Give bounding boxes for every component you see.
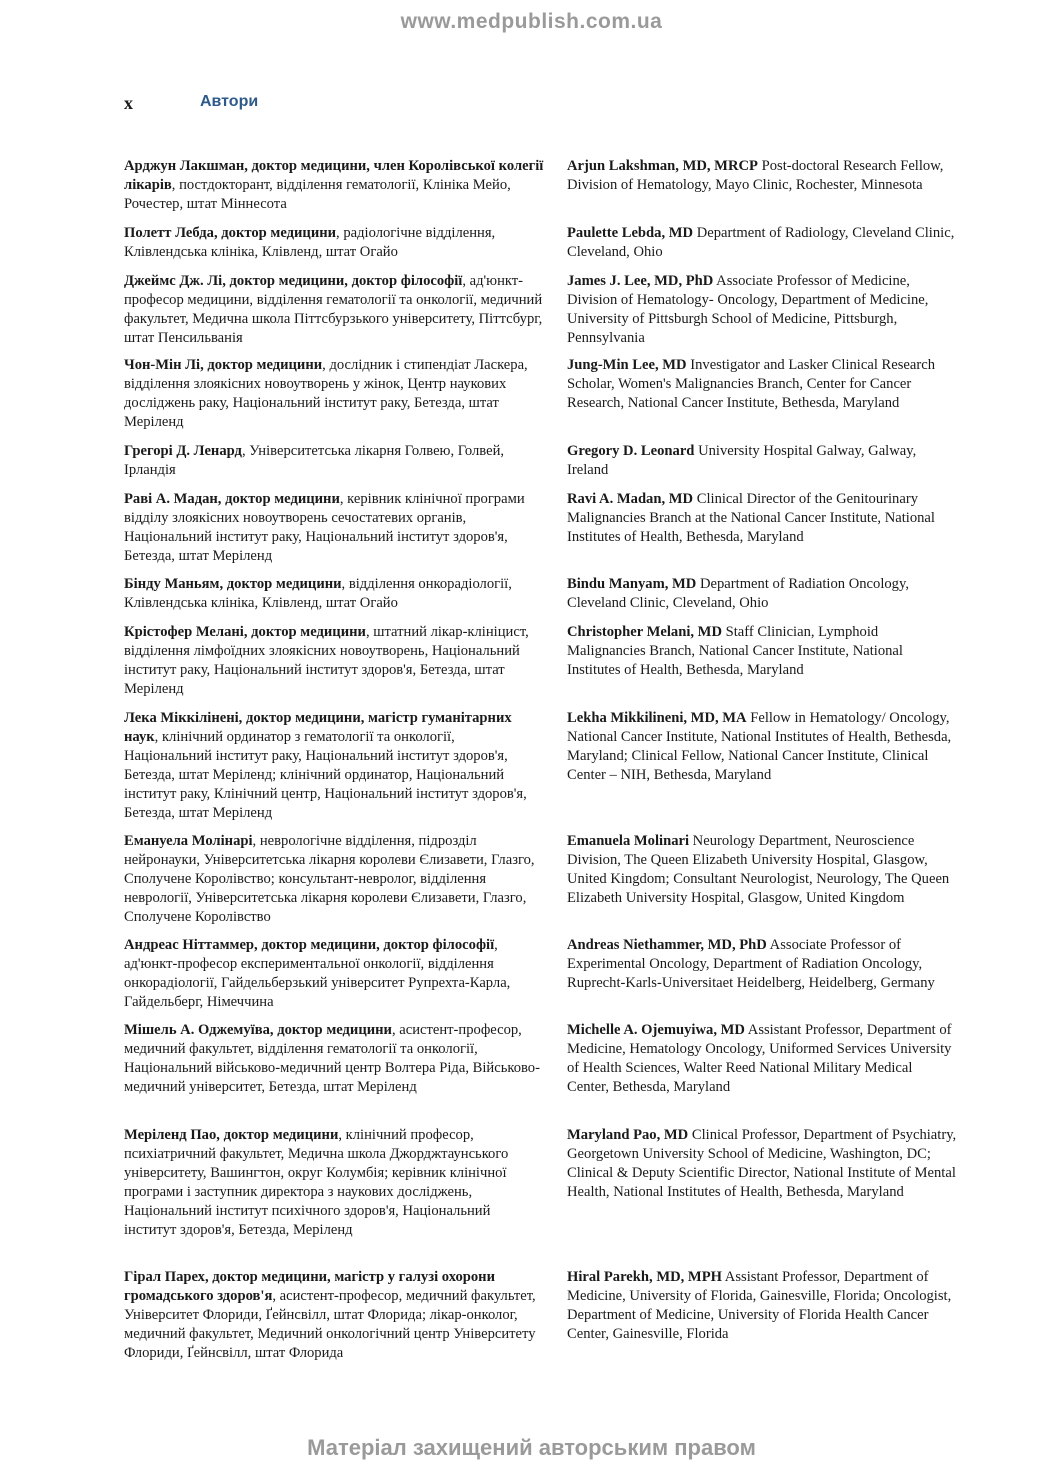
author-affiliation: Associate Professor of Experimental Oncology, Department of Radiation Oncology, Ruprecht-Karls-Universitaet Heidelberg, Heidelberg, Germany: [567, 937, 935, 991]
author-name: Мішель А. Оджемуїва, доктор медицини: [124, 1022, 392, 1038]
site-url: www.medpublish.com.ua: [400, 10, 663, 33]
author-entry-uk: [124, 157, 544, 214]
author-name: Paulette Lebda, MD: [567, 225, 694, 241]
author-affiliation: University Hospital Galway, Galway, Ireland: [567, 443, 917, 478]
author-affiliation: , асистент-професор, медичний факультет, відділення гематології та онкології, Національний військово-медичний центр Волтера Ріда, Військово-медичний університет, Бетезда, штат Меріленд: [124, 1022, 540, 1095]
author-name: Lekha Mikkilineni, MD, MA: [567, 710, 747, 726]
author-name: Андреас Ніттаммер, доктор медицини, доктор філософії: [124, 937, 495, 953]
author-entry-en: [567, 1268, 957, 1344]
author-affiliation: , асистент-професор, медичний факультет, Університет Флориди, Ґейнсвілл, штат Флорида; лікар-онколог, медичний факультет, Медичний онкологічний центр Університету Флориди, Ґейнсвілл, штат Флорида: [124, 1287, 536, 1361]
author-entry-uk: [124, 1021, 544, 1097]
author-name: Arjun Lakshman, MD, MRCP: [567, 158, 758, 174]
author-affiliation: , неврологічне відділення, підрозділ нейронауки, Університетська лікарня королеви Єлизавети, Глазго, Сполучене Королівство; консультант-невролог, відділення неврології, Університетська лікарня королеви Єлизавети, Глазго, Сполучене Королівство: [124, 833, 535, 925]
author-name: Bindu Manyam, MD: [567, 576, 697, 592]
author-name: Грегорі Д. Ленард: [124, 443, 242, 459]
author-entry-uk: [124, 272, 544, 348]
author-affiliation: Associate Professor of Medicine, Division of Hematology- Oncology, Department of Medicine, University of Pittsburgh School of Medicine, Pittsburgh, Pennsylvania: [567, 273, 929, 346]
author-name: Emanuela Molinari: [567, 833, 690, 849]
author-entry-en: [567, 1126, 957, 1202]
author-affiliation: Staff Clinician, Lymphoid Malignancies Branch, National Cancer Institute, National Institutes of Health, Bethesda, Maryland: [567, 624, 903, 678]
author-affiliation: Clinical Professor, Department of Psychiatry, Georgetown University School of Medicine, Washington, DC; Clinical & Deputy Scientific Director, National Institute of Mental Health, National Institutes of Health, Bethesda, Maryland: [567, 1127, 957, 1200]
author-name: Полетт Лебда, доктор медицини: [124, 225, 337, 241]
author-name: Christopher Melani, MD: [567, 624, 722, 640]
author-affiliation: Department of Radiology, Cleveland Clinic, Cleveland, Ohio: [567, 225, 955, 260]
author-entry-en: [567, 623, 957, 680]
author-affiliation: Fellow in Hematology/ Oncology, National Cancer Institute, National Institutes of Health, Bethesda, Maryland; Clinical Fellow, National Cancer Institute, Clinical Center – NIH, Bethesda, Maryland: [567, 710, 952, 783]
author-entry-uk: [124, 1126, 544, 1239]
author-affiliation: Assistant Professor, Department of Medicine, University of Florida, Gainesville, Florida; Oncologist, Department of Medicine, University of Florida Health Cancer Center, Gainesville, Florida: [567, 1269, 952, 1342]
author-entry-uk: [124, 623, 544, 699]
author-entry-uk: [124, 490, 544, 566]
author-name: Ravi A. Madan, MD: [567, 491, 694, 507]
author-entry-en: [567, 490, 957, 547]
author-name: Michelle A. Ojemuyiwa, MD: [567, 1022, 745, 1038]
author-affiliation: Clinical Director of the Genitourinary Malignancies Branch at the National Cancer Institute, National Institutes of Health, Bethesda, Maryland: [567, 491, 935, 545]
author-entry-en: [567, 356, 957, 413]
section-title: Автори: [200, 93, 259, 110]
author-affiliation: Post-doctoral Research Fellow, Division of Hematology, Mayo Clinic, Rochester, Minnesota: [567, 158, 944, 193]
author-affiliation: , відділення онкорадіології, Клівлендська клініка, Клівленд, штат Огайо: [124, 576, 512, 611]
author-affiliation: Assistant Professor, Department of Medicine, Hematology Oncology, Uniformed Services University of Health Sciences, Walter Reed National Military Medical Center, Bethesda, Maryland: [567, 1022, 952, 1095]
author-name: Hiral Parekh, MD, MPH: [567, 1269, 722, 1285]
author-affiliation: , дослідник і стипендіат Ласкера, відділення злоякісних новоутворень у жінок, Центр наукових досліджень раку, Національний інститут раку, Бетезда, штат Меріленд: [124, 357, 528, 430]
author-affiliation: Investigator and Lasker Clinical Research Scholar, Women's Malignancies Branch, Center for Cancer Research, National Cancer Institute, Bethesda, Maryland: [567, 357, 936, 411]
author-entry-uk: [124, 936, 544, 1012]
author-entry-uk: [124, 224, 544, 262]
page-number: x: [124, 93, 133, 113]
author-affiliation: , постдокторант, відділення гематології, Клініка Мейо, Рочестер, штат Міннесота: [124, 176, 511, 212]
author-name: Меріленд Пао, доктор медицини: [124, 1127, 339, 1143]
author-entry-en: [567, 936, 957, 993]
author-entry-uk: [124, 575, 544, 613]
author-entry-uk: [124, 1268, 544, 1363]
author-name: Емануела Молінарі: [124, 833, 253, 849]
author-name: Jung-Min Lee, MD: [567, 357, 687, 373]
author-affiliation: Neurology Department, Neuroscience Division, The Queen Elizabeth University Hospital, Glasgow, United Kingdom; Consultant Neurologist, Neurology, The Queen Elizabeth University Hospital, Glasgow, United Kingdom: [567, 833, 950, 906]
author-entry-uk: [124, 356, 544, 432]
author-entry-uk: [124, 442, 544, 480]
author-name: James J. Lee, MD, PhD: [567, 273, 714, 289]
copyright-notice: Матеріал захищений авторським правом: [307, 1435, 756, 1460]
author-entry-en: [567, 1021, 957, 1097]
author-name: Gregory D. Leonard: [567, 443, 695, 459]
author-entry-en: [567, 224, 957, 262]
author-entry-en: [567, 442, 957, 480]
author-affiliation: Department of Radiation Oncology, Cleveland Clinic, Cleveland, Ohio: [567, 576, 909, 611]
author-affiliation: , радіологічне відділення, Клівлендська клініка, Клівленд, штат Огайо: [124, 225, 496, 260]
author-entry-en: [567, 272, 957, 348]
author-name: Крістофер Мелані, доктор медицини: [124, 624, 366, 640]
author-entry-en: [567, 709, 957, 785]
author-affiliation: , штатний лікар-клініцист, відділення лімфоїдних злоякісних новоутворень, Національний інститут раку, Національний інститут здоров'я, Бетезда, штат Меріленд: [124, 624, 529, 697]
author-name: Чон-Мін Лі, доктор медицини: [124, 357, 323, 373]
author-entry-uk: [124, 709, 544, 822]
author-affiliation: , ад'юнкт-професор експериментальної онкології, відділення онкорадіології, Гайдельберзький університет Рупрехта-Карла, Гайдельберг, Німеччина: [124, 937, 511, 1010]
author-affiliation: , керівник клінічної програми відділу злоякісних новоутворень сечостатевих органів, Національний інститут раку, Національний інститут здоров'я, Бетезда, штат Меріленд: [124, 491, 525, 564]
author-affiliation: , Університетська лікарня Голвею, Голвей, Ірландія: [124, 443, 505, 478]
author-name: Бінду Маньям, доктор медицини: [124, 576, 342, 592]
author-name: Лека Міккілінені, доктор медицини, магістр гуманітарних наук: [124, 710, 512, 745]
author-name: Andreas Niethammer, MD, PhD: [567, 937, 767, 953]
author-affiliation: , ад'юнкт-професор медицини, відділення гематології та онкології, медичний факультет, Медична школа Піттсбурзького університету, Піттсбург, штат Пенсильванія: [124, 273, 543, 346]
author-entry-en: [567, 832, 957, 908]
author-entry-uk: [124, 832, 544, 927]
author-affiliation: , клінічний ординатор з гематології та онкології, Національний інститут раку, Національний інститут здоров'я, Бетезда, штат Меріленд; клінічний ординатор, Національний інститут раку, Клінічний центр, Національний інститут здоров'я, Бетезда, штат Меріленд: [124, 728, 527, 821]
author-name: Джеймс Дж. Лі, доктор медицини, доктор філософії: [124, 273, 463, 289]
author-name: Арджун Лакшман, доктор медицини, член Королівської колегії лікарів: [124, 158, 544, 193]
author-affiliation: , клінічний професор, психіатричний факультет, Медична школа Джорджтаунського університету, Вашингтон, округ Колумбія; керівник клінічної програми і заступник директора з наукових досліджень, Національний інститут психічного здоров'я, Національний інститут здоров'я, Бетезда, Меріленд: [124, 1127, 509, 1238]
author-name: Гірал Парех, доктор медицини, магістр у галузі охорони громадського здоров'я: [124, 1269, 495, 1304]
author-entry-en: [567, 157, 957, 195]
author-name: Maryland Pao, MD: [567, 1127, 689, 1143]
author-entry-en: [567, 575, 957, 613]
author-name: Раві А. Мадан, доктор медицини: [124, 491, 340, 507]
